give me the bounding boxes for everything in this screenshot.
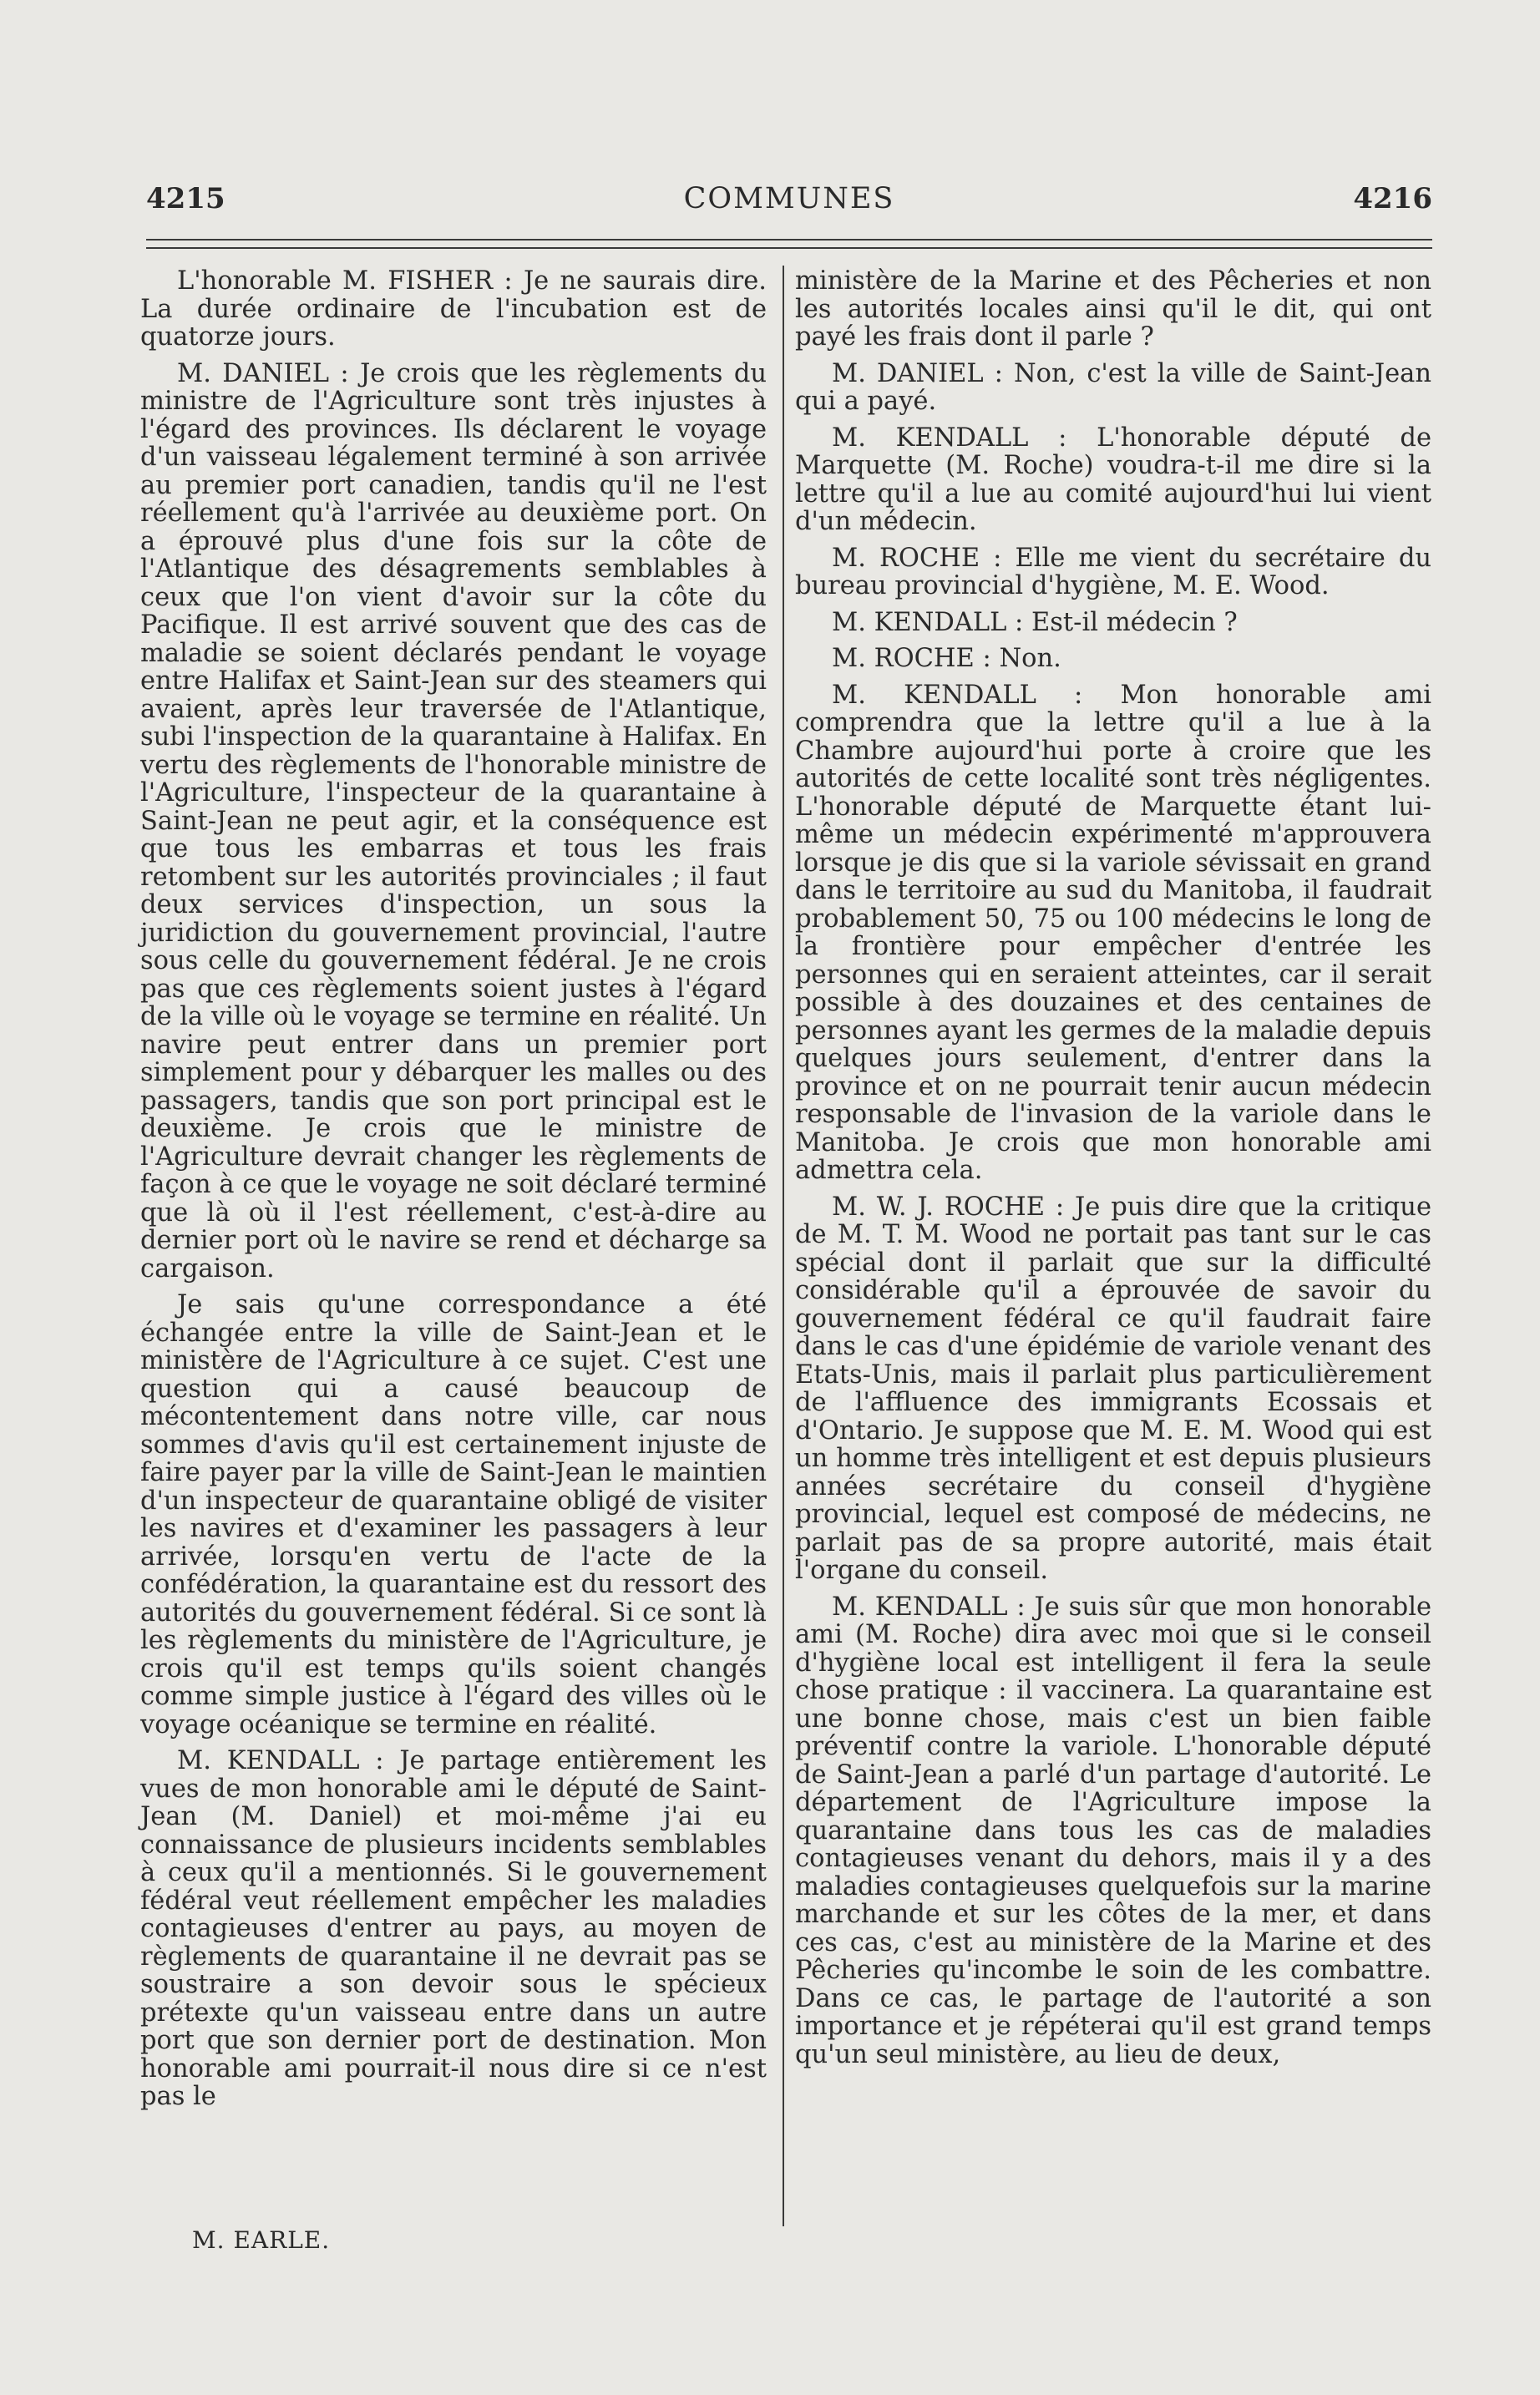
header-rule-top [146, 239, 1432, 241]
paragraph: M. DANIEL : Je crois que les règlements du ministre de l'Agriculture sont très injustes à l'égard des provinces. Ils déclarent le voyage d'un vaisseau légalement terminé à son arrivée au premier port canadien, tandis qu'il ne l'est réellement qu'à l'arrivée au deuxième port. On a éprouvé plus d'une fois sur la côte de l'Atlantique des désagrements semblables à ceux que l'on vient d'avoir sur la côte du Pacifique. Il est arrivé souvent que des cas de maladie se soient déclarés pendant le voyage entre Halifax et Saint-Jean sur des steamers qui avaient, après leur traversée de l'Atlantique, subi l'inspection de la quarantaine à Halifax. En vertu des règlements de l'honorable ministre de l'Agriculture, l'inspecteur de la quarantaine à Saint-Jean ne peut agir, et la conséquence est que tous les embarras et tous les frais retombent sur les autorités provinciales ; il faut deux services d'inspection, un sous la juridiction du gouvernement provincial, l'autre sous celle du gouvernement fédéral. Je ne crois pas que ces règlements soient justes à l'égard de la ville où le voyage se termine en réalité. Un navire peut entrer dans un premier port simplement pour y débarquer les malles ou des passagers, tandis que son port principal est le deuxième. Je crois que le ministre de l'Agriculture devrait changer les règlements de façon à ce que le voyage ne soit déclaré terminé que là où il l'est réellement, c'est-à-dire au dernier port où le navire se rend et décharge sa cargaison. [140, 358, 767, 1284]
page-number-left: 4215 [146, 182, 225, 215]
column-divider [783, 266, 784, 2226]
right-column [795, 267, 1431, 2077]
paragraph: M. KENDALL : Je partage entièrement les vues de mon honorable ami le député de Saint-Jean (M. Daniel) et moi-même j'ai eu connaissance de plusieurs incidents semblables à ceux qu'il a mentionnés. Si le gouvernement fédéral veut réellement empêcher les maladies contagieuses d'entrer au pays, au moyen de règlements de quarantaine il ne devrait pas se soustraire a son devoir sous le spécieux prétexte qu'un vaisseau entre dans un autre port que son dernier port de destination. Mon honorable ami pourrait-il nous dire si ce n'est pas le [140, 1746, 767, 2111]
page-title: COMMUNES [683, 182, 895, 215]
paragraph: M. W. J. ROCHE : Je puis dire que la critique de M. T. M. Wood ne portait pas tant sur le cas spécial dont il parlait que sur la difficulté considérable qu'il a éprouvée de savoir du gouvernement fédéral ce qu'il faudrait faire dans le cas d'une épidémie de variole venant des Etats-Unis, mais il parlait plus particulièrement de l'affluence des immigrants Ecossais et d'Ontario. Je suppose que M. E. M. Wood qui est un homme très intelligent et est depuis plusieurs années secrétaire du conseil d'hygiène provincial, lequel est composé de médecins, ne parlait pas de sa propre autorité, mais était l'organe du conseil. [795, 1192, 1431, 1585]
footer-speaker: M. EARLE. [192, 2226, 331, 2254]
paragraph: M. ROCHE : Elle me vient du secrétaire du bureau provincial d'hygiène, M. E. Wood. [795, 543, 1431, 600]
paragraph: Je sais qu'une correspondance a été échangée entre la ville de Saint-Jean et le ministère de l'Agriculture à ce sujet. C'est une question qui a causé beaucoup de mécontentement dans notre ville, car nous sommes d'avis qu'il est certainement injuste de faire payer par la ville de Saint-Jean le maintien d'un inspecteur de quarantaine obligé de visiter les navires et d'examiner les passagers à leur arrivée, lorsqu'en vertu de l'acte de la confédération, la quarantaine est du ressort des autorités du gouvernement fédéral. Si ce sont là les règlements du ministère de l'Agriculture, je crois qu'il est temps qu'ils soient changés comme simple justice à l'égard des villes où le voyage océanique se termine en réalité. [140, 1290, 767, 1739]
paragraph: L'honorable M. FISHER : Je ne saurais dire. La durée ordinaire de l'incubation est de quatorze jours. [140, 266, 767, 352]
paragraph: M. KENDALL : Est-il médecin ? [832, 607, 1238, 637]
paragraph: M. KENDALL : Je suis sûr que mon honorable ami (M. Roche) dira avec moi que si le conseil d'hygiène local est intelligent il fera la seule chose pratique : il vaccinera. La quarantaine est une bonne chose, mais c'est un bien faible préventif contre la variole. L'honorable député de Saint-Jean a parlé d'un partage d'autorité. Le département de l'Agriculture impose la quarantaine dans tous les cas de maladies contagieuses venant du dehors, mais il y a des maladies contagieuses quelquefois sur la marine marchande et sur les côtes de la mer, et dans ces cas, c'est au ministère de la Marine et des Pêcheries qu'incombe le soin de les combattre. Dans ce cas, le partage de l'autorité a son importance et je répéterai qu'il est grand temps qu'un seul ministère, au lieu de deux, [795, 1592, 1431, 2069]
page-number-right: 4216 [1353, 182, 1432, 215]
paragraph: M. DANIEL : Non, c'est la ville de Saint-Jean qui a payé. [795, 358, 1431, 416]
left-column [140, 267, 767, 2119]
paragraph: ministère de la Marine et des Pêcheries et non les autorités locales ainsi qu'il le dit, qui ont payé les frais dont il parle ? [795, 266, 1431, 352]
page-header [146, 174, 1432, 224]
paragraph: M. KENDALL : L'honorable député de Marquette (M. Roche) voudra-t-il me dire si la lettre qu'il a lue au comité aujourd'hui lui vient d'un médecin. [795, 423, 1431, 536]
header-rule-bottom [146, 247, 1432, 249]
paragraph: M. KENDALL : Mon honorable ami comprendra que la lettre qu'il a lue à la Chambre aujourd'hui porte à croire que les autorités de cette localité sont très négligentes. L'honorable député de Marquette étant lui-même un médecin expérimenté m'approuvera lorsque je dis que si la variole sévissait en grand dans le territoire au sud du Manitoba, il faudrait probablement 50, 75 ou 100 médecins le long de la frontière pour empêcher d'entrée les personnes qui en seraient atteintes, car il serait possible à des douzaines et des centaines de personnes ayant les germes de la maladie depuis quelques jours seulement, d'entrer dans la province et on ne pourrait tenir aucun médecin responsable de l'invasion de la variole dans le Manitoba. Je crois que mon honorable ami admettra cela. [795, 680, 1431, 1185]
paragraph: M. ROCHE : Non. [832, 644, 1061, 673]
